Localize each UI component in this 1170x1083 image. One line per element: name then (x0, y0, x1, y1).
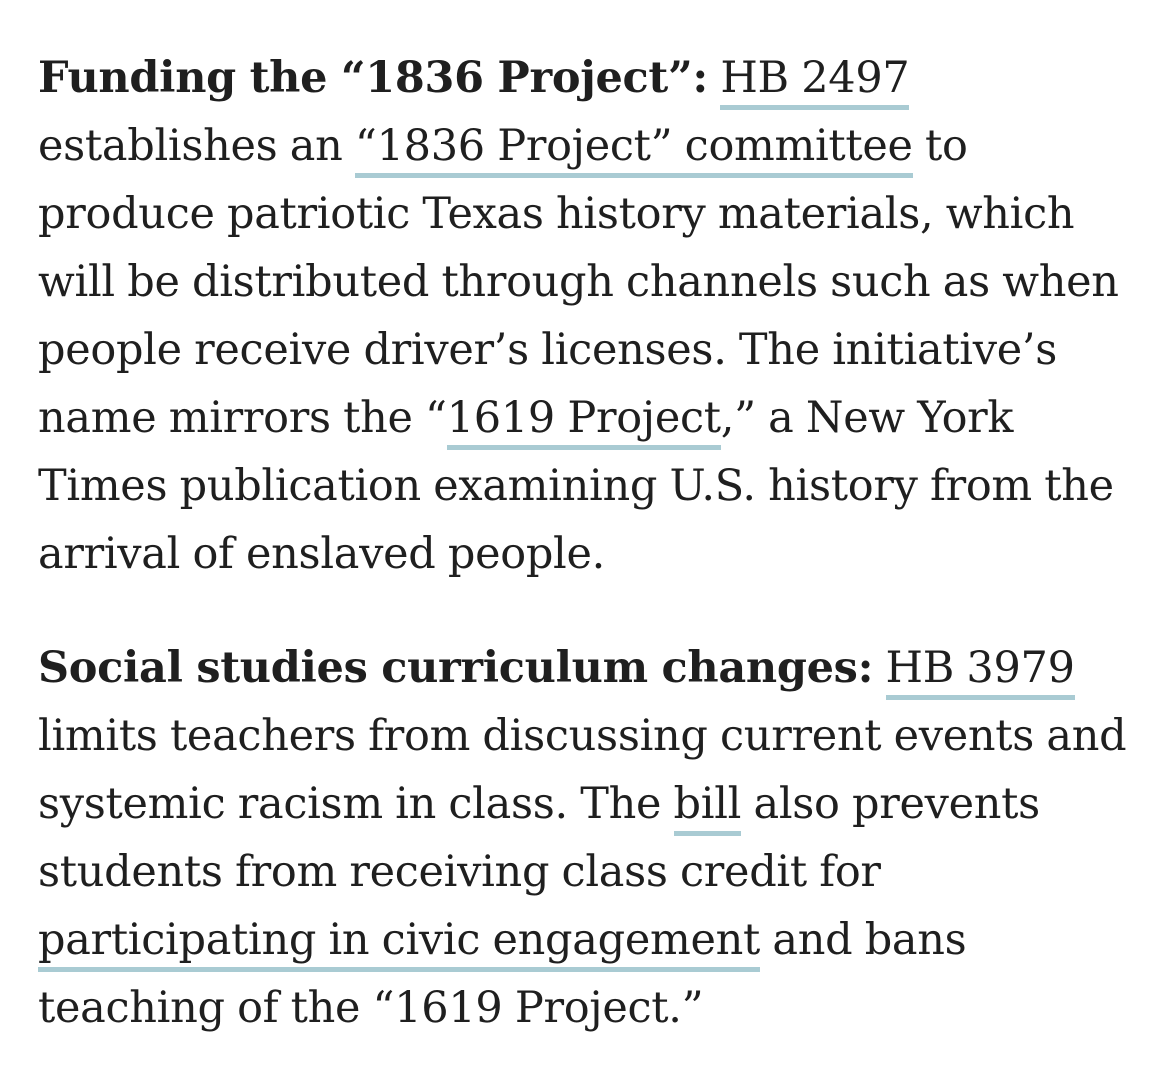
link-hb-2497[interactable]: HB 2497 (720, 53, 909, 110)
link-bill[interactable]: bill (674, 779, 742, 836)
body-text: establishes an (38, 121, 355, 171)
body-text: also prevents students from receiving class credit for (38, 779, 1040, 897)
paragraph-heading: Funding the “1836 Project”: (38, 53, 708, 103)
paragraph-heading: Social studies curriculum changes: (38, 643, 874, 693)
article-body (38, 44, 1148, 1042)
body-text: limits teachers from discussing current events and systemic racism in class. The (38, 711, 1127, 829)
body-text: ,” a New York Times publication examining U.S. history from the arrival of enslaved people. (38, 393, 1114, 579)
link-1619-project[interactable]: 1619 Project (447, 393, 721, 450)
link-civic-engagement[interactable]: participating in civic engagement (38, 915, 760, 972)
body-text: and bans teaching of the “1619 Project.” (38, 915, 967, 1033)
paragraph-1836-project (38, 44, 1148, 588)
paragraph-social-studies (38, 634, 1148, 1042)
link-hb-3979[interactable]: HB 3979 (886, 643, 1075, 700)
link-1836-project-committee[interactable]: “1836 Project” committee (355, 121, 913, 178)
body-text: to produce patriotic Texas history materials, which will be distributed through channels such as when people receive driver’s licenses. The initiative’s name mirrors the “ (38, 121, 1119, 443)
